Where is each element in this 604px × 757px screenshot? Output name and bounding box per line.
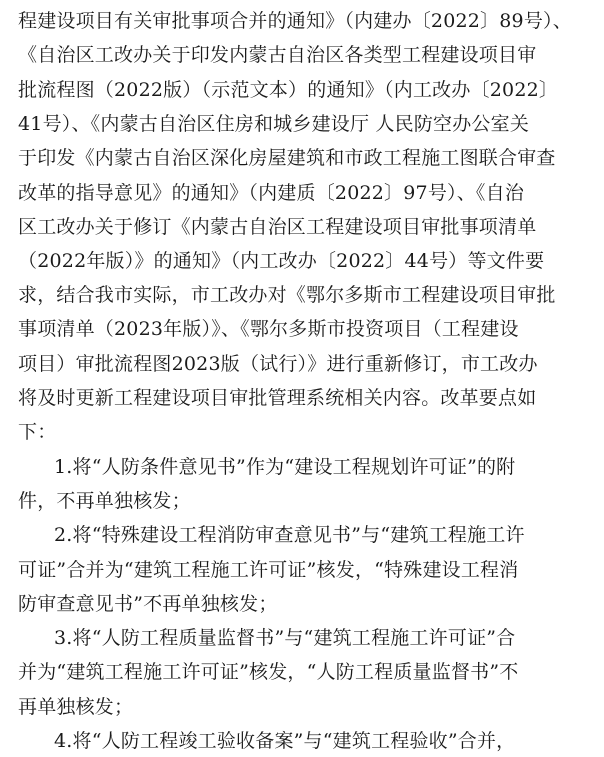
paragraph-line: 批流程图（2022版）（示范文本）的通知》（内工改办〔2022〕 bbox=[18, 79, 559, 101]
paragraph-line: 将及时更新工程建设项目审批管理系统相关内容。改革要点如 bbox=[18, 387, 537, 409]
list-item-1-line: 1.将“人防条件意见书”作为“建设工程规划许可证”的附 bbox=[54, 456, 516, 478]
list-item-2-line: 可证”合并为“建筑工程施工许可证”核发，“特殊建设工程消 bbox=[18, 559, 519, 581]
paragraph-line: 《自治区工改办关于印发内蒙古自治区各类型工程建设项目审 bbox=[18, 44, 537, 66]
list-item-3-line: 并为“建筑工程施工许可证”核发，“人防工程质量监督书”不 bbox=[18, 661, 519, 683]
paragraph-line: 41号）、《内蒙古自治区住房和城乡建设厅 人民防空办公室关 bbox=[18, 113, 530, 135]
paragraph-line: 于印发《内蒙古自治区深化房屋建筑和市政工程施工图联合审查 bbox=[18, 147, 556, 169]
paragraph-line: 下： bbox=[18, 421, 57, 443]
list-item-2-line: 2.将“特殊建设工程消防审查意见书”与“建筑工程施工许 bbox=[54, 524, 525, 546]
paragraph-line: 求，结合我市实际，市工改办对《鄂尔多斯市工程建设项目审批 bbox=[18, 284, 556, 306]
paragraph-line: 区工改办关于修订《内蒙古自治区工程建设项目审批事项清单 bbox=[18, 216, 537, 238]
list-item-3-line: 再单独核发； bbox=[18, 696, 134, 718]
paragraph-line: 项目）审批流程图2023版（试行）》进行重新修订，市工改办 bbox=[18, 353, 538, 375]
paragraph-line: 事项清单（2023年版）》、《鄂尔多斯市投资项目（工程建设 bbox=[18, 318, 519, 340]
list-item-3-line: 3.将“人防工程质量监督书”与“建筑工程施工许可证”合 bbox=[54, 627, 516, 649]
paragraph-line: 改革的指导意见》的通知》（内建质〔2022〕97号）、《自治 bbox=[18, 182, 525, 204]
paragraph-line: 程建设项目有关审批事项合并的通知》（内建办〔2022〕89号）、 bbox=[18, 10, 572, 32]
list-item-4-line: 4.将“人防工程竣工验收备案”与“建筑工程验收”合并， bbox=[54, 730, 516, 752]
list-item-2-line: 防审查意见书”不再单独核发； bbox=[18, 593, 278, 615]
paragraph-line: （2022年版）》的通知》（内工改办〔2022〕44号）等文件要 bbox=[18, 250, 545, 272]
list-item-1-line: 件，不再单独核发； bbox=[18, 490, 191, 512]
